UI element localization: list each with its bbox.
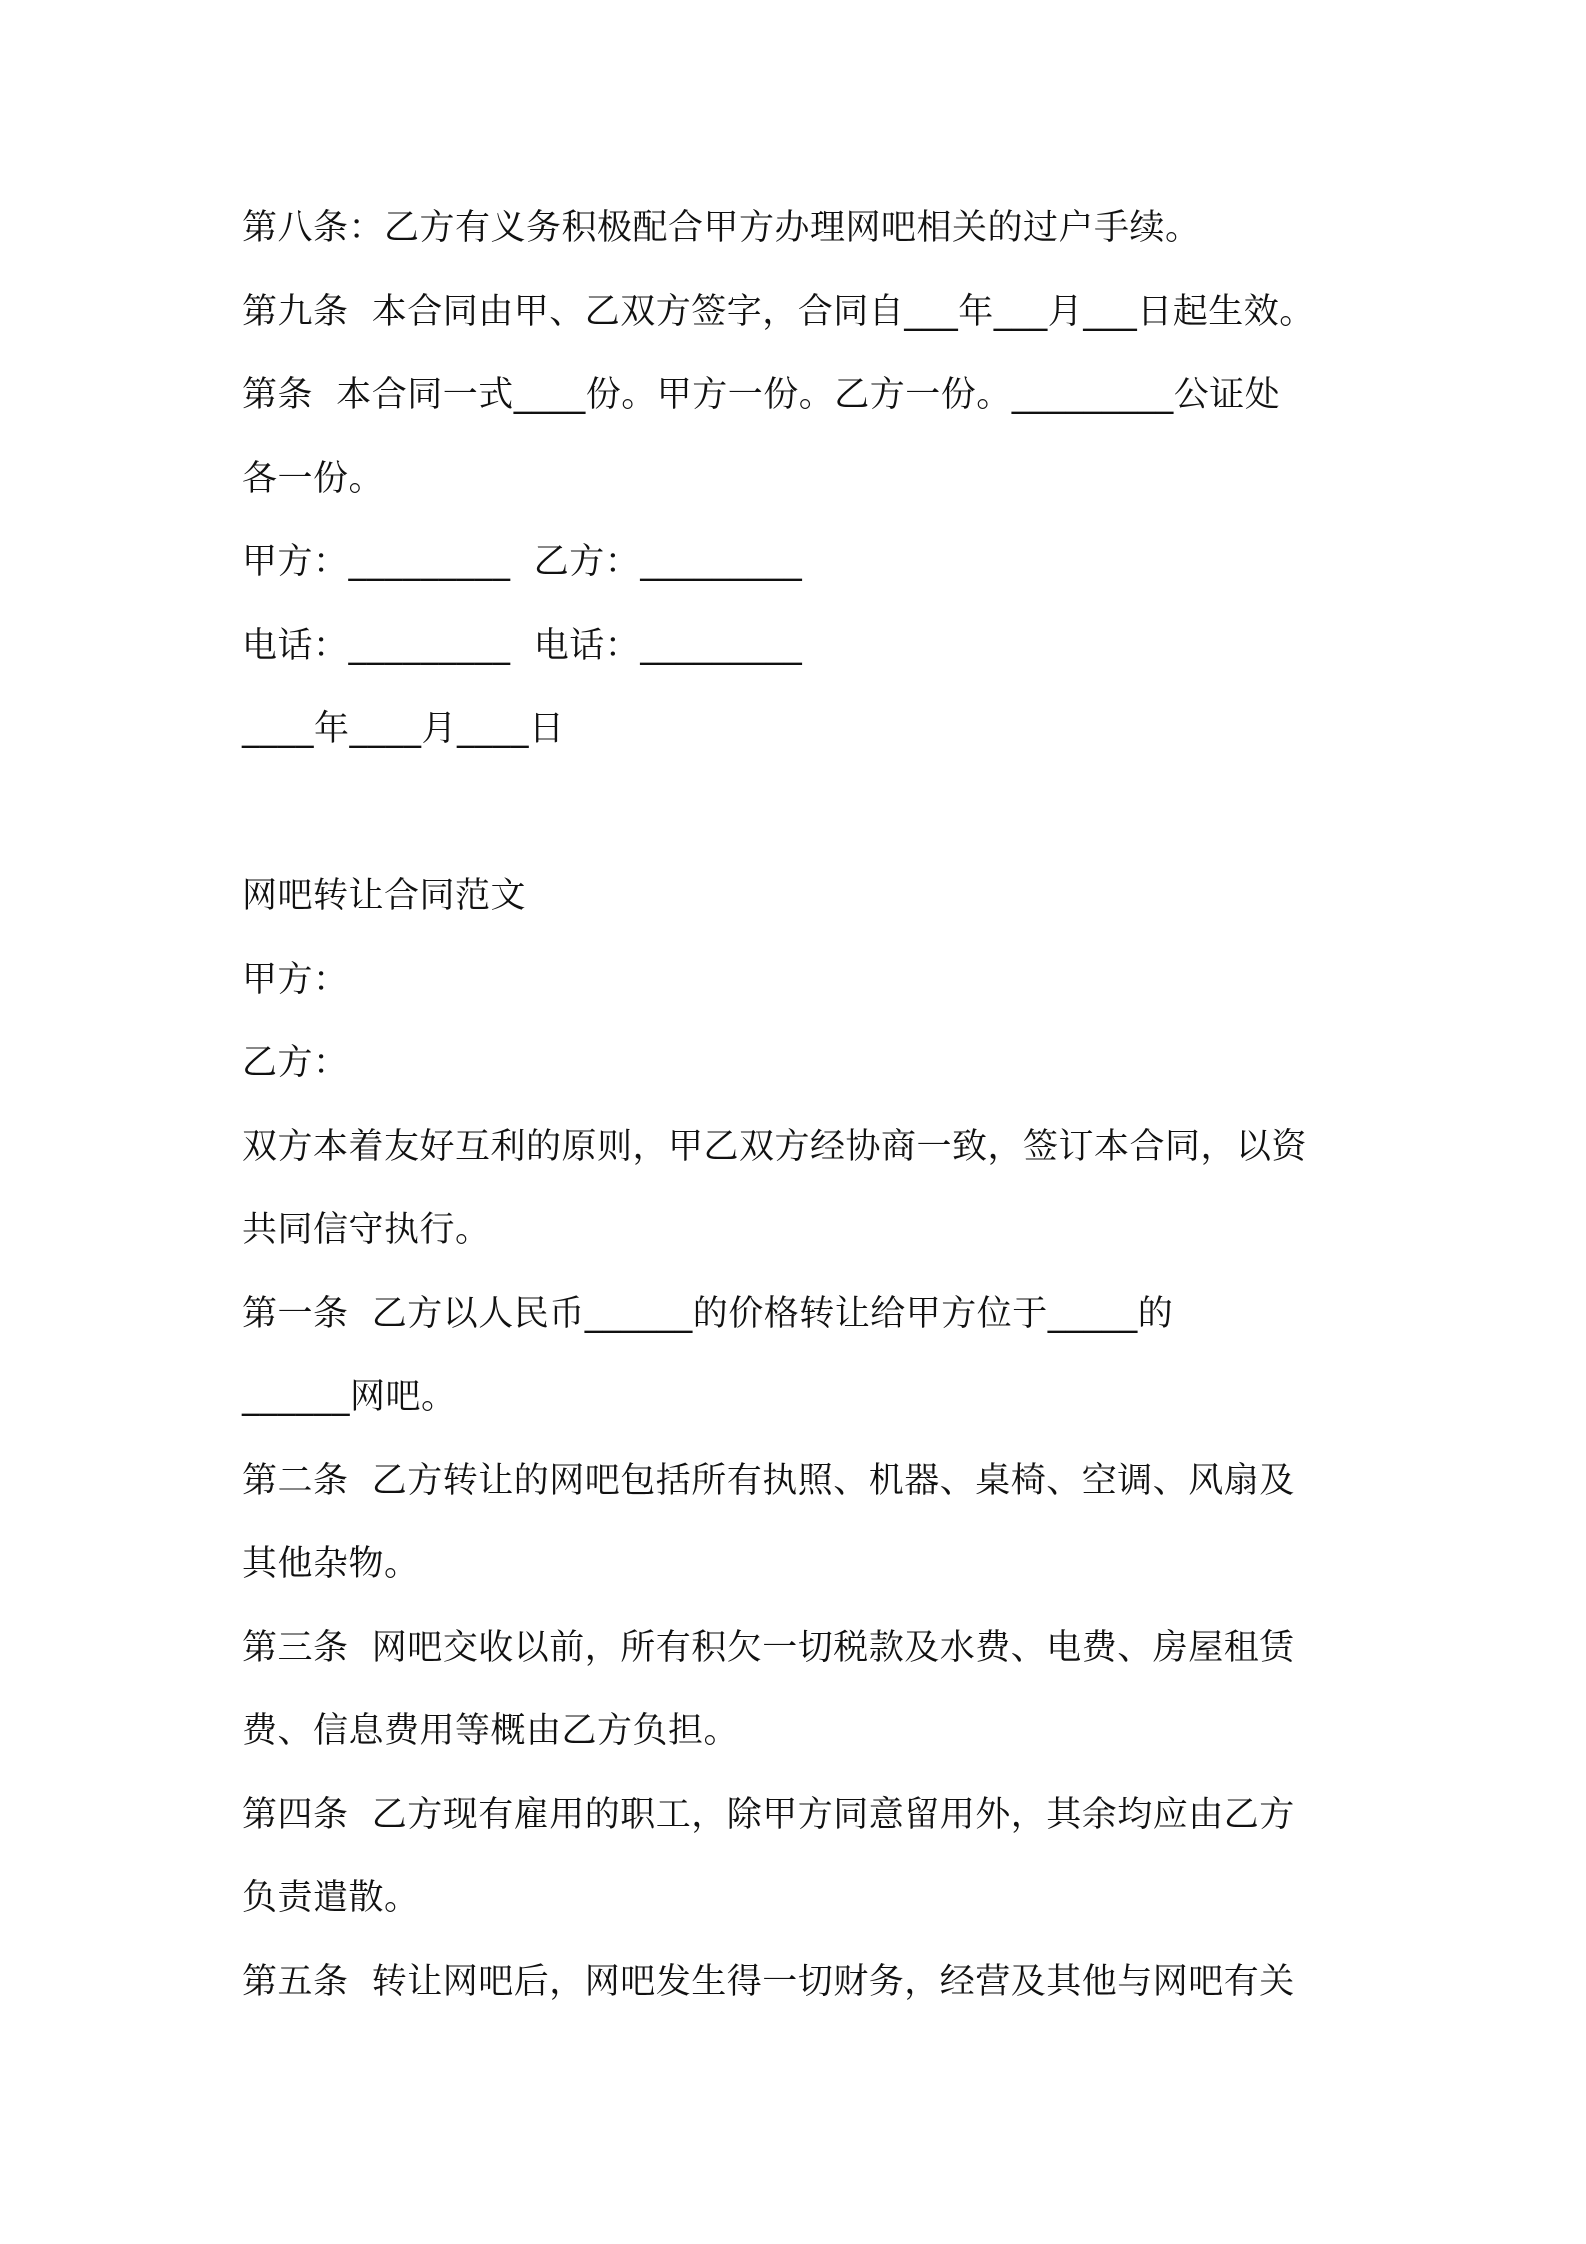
article-1: 第一条 乙方以人民币______的价格转让给甲方位于_____的 [242,1294,1174,1334]
article-5: 第五条 转让网吧后，网吧发生得一切财务，经营及其他与网吧有关 [242,1962,1295,2002]
party-signatures: 甲方：_________ 乙方：_________ [242,542,803,582]
article-2-cont: 其他杂物。 [242,1544,420,1584]
article-9: 第九条 本合同由甲、乙双方签字，合同自___年___月___日起生效。 [242,292,1315,332]
article-2: 第二条 乙方转让的网吧包括所有执照、机器、桌椅、空调、风扇及 [242,1461,1295,1501]
article-copies-cont: 各一份。 [242,459,385,499]
article-3: 第三条 网吧交收以前，所有积欠一切税款及水费、电费、房屋租赁 [242,1628,1295,1668]
date-line: ____年____月____日 [242,709,565,749]
article-3-cont: 费、信息费用等概由乙方负担。 [242,1711,740,1751]
party-phones: 电话：_________ 电话：_________ [242,626,803,666]
article-4: 第四条 乙方现有雇用的职工，除甲方同意留用外，其余均应由乙方 [242,1795,1295,1835]
article-4-cont: 负责遣散。 [242,1878,420,1918]
article-8: 第八条：乙方有义务积极配合甲方办理网吧相关的过户手续。 [242,208,1201,248]
preamble: 双方本着友好互利的原则，甲乙双方经协商一致，签订本合同，以资 [242,1127,1308,1167]
party-b-label: 乙方： [242,1043,349,1083]
preamble-cont: 共同信守执行。 [242,1210,491,1250]
article-copies: 第条 本合同一式____份。甲方一份。乙方一份。_________公证处 [242,375,1281,415]
article-1-cont: ______网吧。 [242,1377,457,1417]
party-a-label: 甲方： [242,960,349,1000]
contract-title: 网吧转让合同范文 [242,876,527,916]
